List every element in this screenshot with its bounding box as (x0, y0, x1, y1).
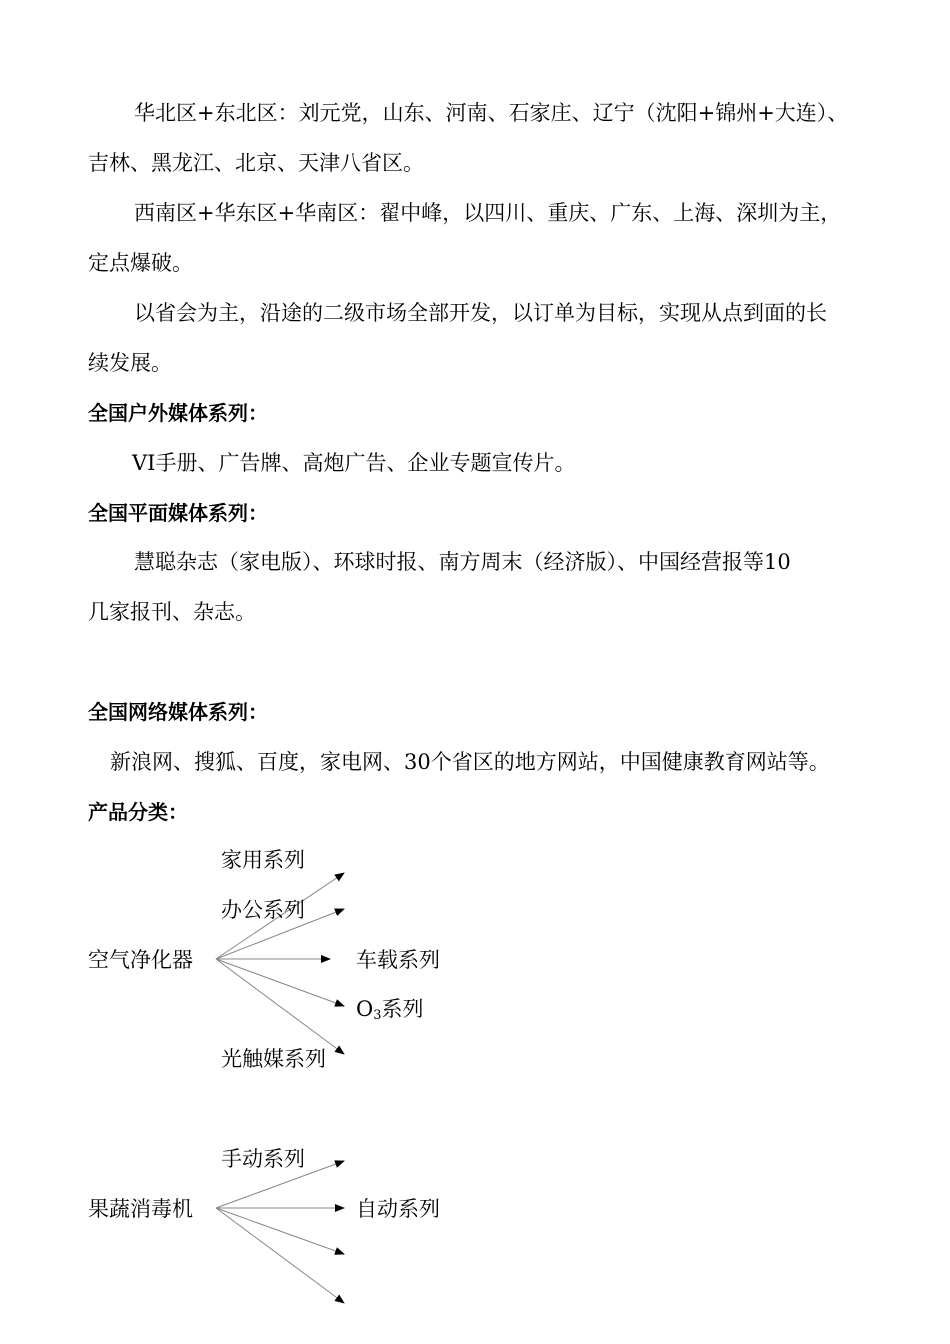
paragraph-south-line2: 定点爆破。 (88, 251, 193, 275)
o3-chem-o: O (356, 997, 374, 1021)
purifier-root-label: 空气净化器 (88, 948, 193, 972)
car-series-label: 车载系列 (356, 948, 440, 972)
auto-series-label: 自动系列 (356, 1197, 440, 1221)
print-media-line2: 几家报刊、杂志。 (88, 600, 256, 624)
web-media-text: 新浪网、搜狐、百度，家电网、30个省区的地方网站，中国健康教育网站等。 (110, 750, 830, 774)
print-media-heading: 全国平面媒体系列： (88, 501, 268, 525)
manual-series-label: 手动系列 (221, 1147, 305, 1171)
home-series-label: 家用系列 (221, 848, 305, 872)
o3-series-suffix: 系列 (381, 997, 424, 1021)
office-series-label: 办公系列 (221, 898, 305, 922)
o3-chem-subscript: 3 (373, 1008, 382, 1023)
print-media-line1: 慧聪杂志（家电版）、环球时报、南方周末（经济版）、中国经营报等10 (134, 550, 791, 574)
paragraph-north-line2: 吉林、黑龙江、北京、天津八省区。 (88, 151, 424, 175)
web-media-heading: 全国网络媒体系列： (88, 700, 268, 724)
photocatalyst-series-label: 光触媒系列 (221, 1047, 326, 1071)
o3-series-label (356, 996, 424, 1022)
arrow-o3-series (216, 959, 344, 1006)
product-category-heading: 产品分类： (88, 800, 188, 824)
paragraph-strategy-line1: 以省会为主，沿途的二级市场全部开发，以订单为目标，实现从点到面的长 (134, 301, 827, 325)
arrow-unlabeled-series-2 (216, 1208, 344, 1303)
disinfector-root-label: 果蔬消毒机 (88, 1197, 193, 1221)
paragraph-strategy-line2: 续发展。 (88, 351, 172, 375)
paragraph-north-line1: 华北区+东北区：刘元党，山东、河南、石家庄、辽宁（沈阳+锦州+大连）、 (134, 101, 849, 125)
paragraph-south-line1: 西南区+华东区+华南区：翟中峰，以四川、重庆、广东、上海、深圳为主， (134, 201, 842, 225)
arrow-photocatalyst-series (216, 959, 344, 1054)
disinfector-branch-lines (216, 1161, 344, 1303)
outdoor-media-heading: 全国户外媒体系列： (88, 401, 268, 425)
arrow-unlabeled-series-1 (216, 1208, 344, 1254)
outdoor-media-text: VI手册、广告牌、高炮广告、企业专题宣传片。 (132, 451, 576, 475)
